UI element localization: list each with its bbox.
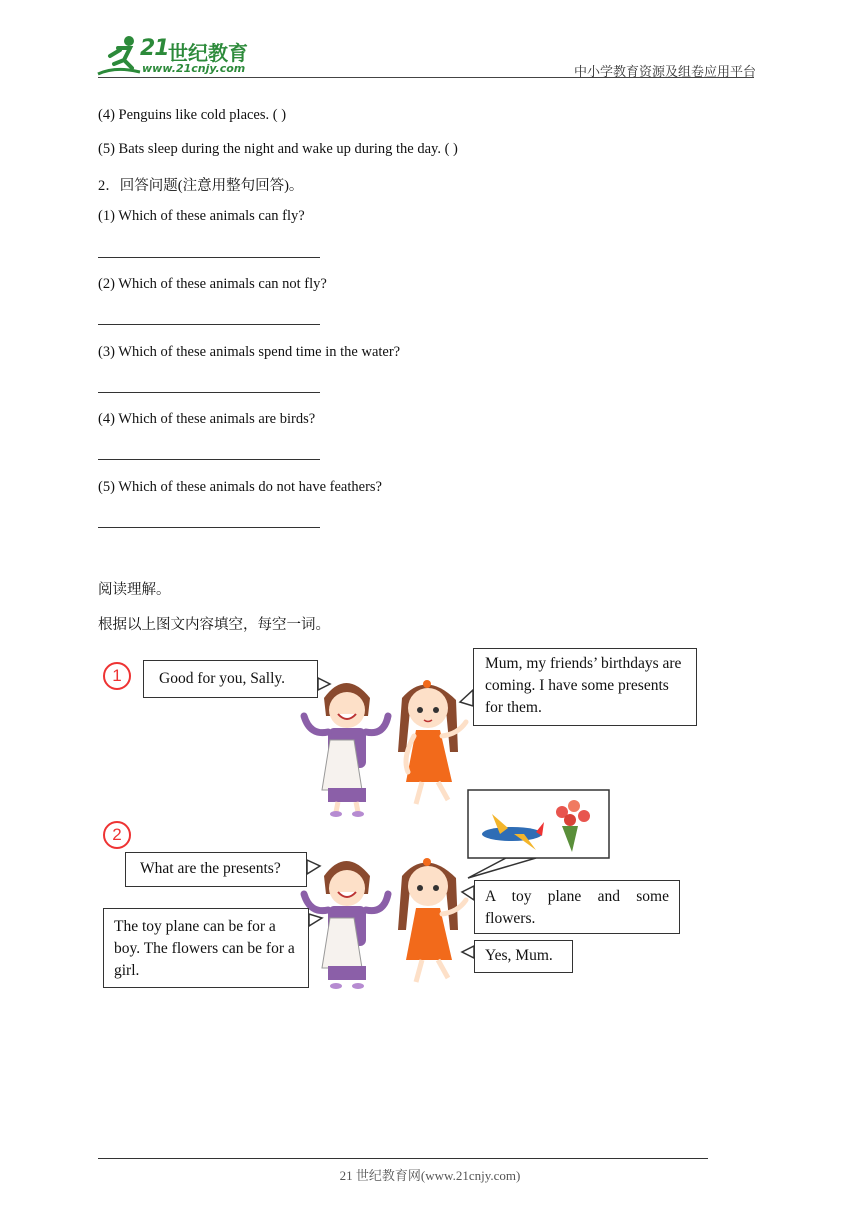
bubble-mum-what-presents: What are the presents?	[125, 852, 307, 887]
bubble-mum-boy-girl: The toy plane can be for a boy. The flowers can be for a girl.	[103, 908, 309, 988]
question-1: (1) Which of these animals can fly?	[98, 208, 305, 224]
footer-text: 21 世纪教育网(www.21cnjy.com)	[339, 1168, 521, 1183]
sally-figure-2	[398, 858, 466, 982]
runner-logo-icon	[96, 34, 142, 78]
section-2-title: 2．回答问题(注意用整句回答)。	[98, 178, 304, 194]
bubble-sally-plane-flowers: A toy plane and some flowers.	[474, 880, 680, 934]
question-3: (3) Which of these animals spend time in the water?	[98, 344, 401, 360]
footer-divider	[98, 1158, 708, 1159]
answer-line-4[interactable]	[98, 459, 320, 460]
mum-figure-2	[304, 861, 388, 989]
question-5: (5) Which of these animals do not have feathers?	[98, 479, 382, 495]
reading-instruction: 根据以上图文内容填空，每空一词。	[98, 617, 330, 633]
reading-title: 阅读理解。	[98, 582, 171, 598]
question-2: (2) Which of these animals can not fly?	[98, 276, 327, 292]
question-4: (4) Which of these animals are birds?	[98, 411, 316, 427]
bubble-sally-yes-mum: Yes, Mum.	[474, 940, 573, 973]
header-divider	[98, 77, 754, 78]
answer-line-3[interactable]	[98, 392, 320, 393]
judgement-item-5: (5) Bats sleep during the night and wake up during the day. ( )	[98, 141, 458, 157]
bubble-sally-birthdays: Mum, my friends’ birthdays are coming. I have some presents for them.	[473, 648, 697, 726]
platform-name: 中小学教育资源及组卷应用平台	[573, 64, 756, 79]
comic-illustration	[96, 640, 716, 1000]
logo-chinese: 世纪教育	[168, 41, 248, 65]
site-logo	[96, 34, 266, 78]
logo-number: 21	[140, 36, 169, 61]
answer-line-2[interactable]	[98, 324, 320, 325]
answer-line-1[interactable]	[98, 257, 320, 258]
mum-figure-1	[304, 683, 388, 817]
panel-1-number: 1	[103, 662, 131, 690]
judgement-item-4: (4) Penguins like cold places. ( )	[98, 107, 287, 123]
sally-figure-1	[398, 680, 466, 804]
logo-url: www.21cnjy.com	[142, 62, 246, 75]
panel-2-number: 2	[103, 821, 131, 849]
bubble-mum-good-for-you: Good for you, Sally.	[143, 660, 318, 698]
answer-line-5[interactable]	[98, 527, 320, 528]
